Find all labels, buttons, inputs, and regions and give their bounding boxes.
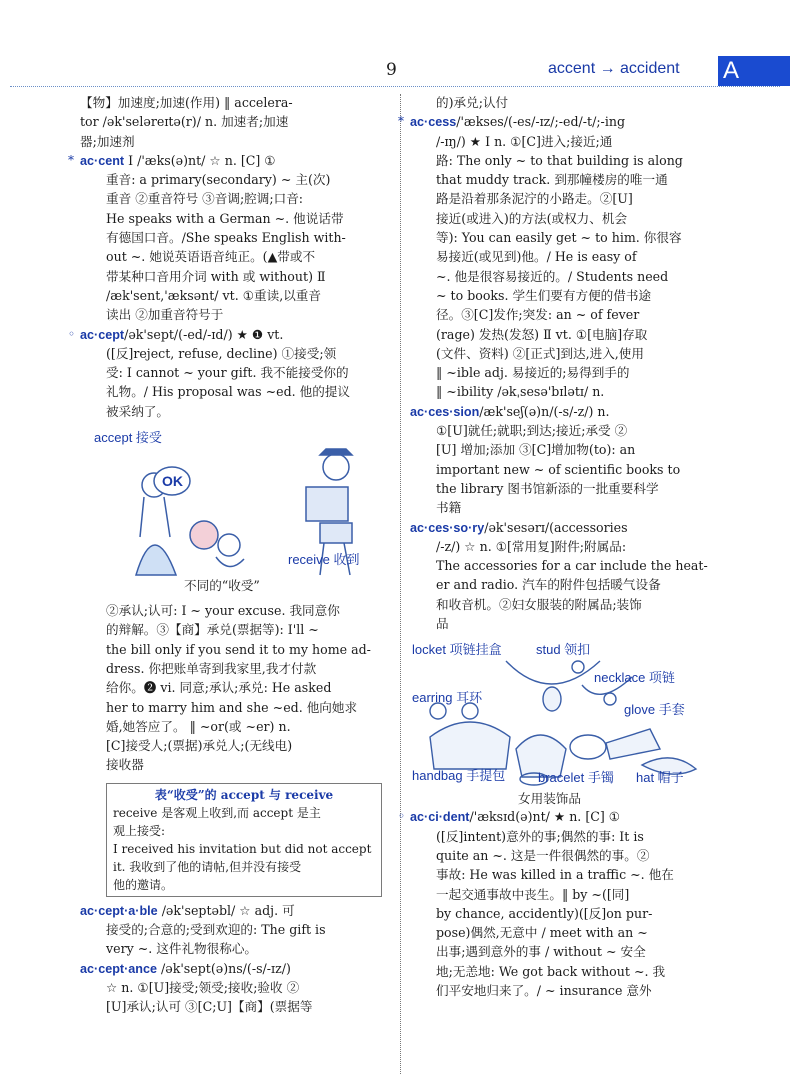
text-line: 重音 ②重音符号 ③音调;腔调;口音: xyxy=(106,191,304,207)
text-line: er and radio. 汽车的附件包括暖气设备 xyxy=(436,577,661,593)
text-line: He speaks with a German ~. 他说话带 xyxy=(106,210,344,226)
text-line: out ~. 她说英语语音纯正。(▲带或不 xyxy=(106,249,316,265)
text-line: [C]接受人;(票据)承兑人;(无线电) xyxy=(106,738,293,754)
text-line: (rage) 发热(发怒) Ⅱ vt. ①[电脑]存取 xyxy=(436,326,648,342)
text-line: the library 图书馆新添的一批重要科学 xyxy=(436,480,659,496)
text-line: 路: The only ~ to that building is along xyxy=(436,152,683,168)
caption: 女用装饰品 xyxy=(518,791,581,807)
text-line: [U] 增加;添加 ③[C]增加物(to): an xyxy=(436,442,636,458)
guide-words: accent → accident xyxy=(548,60,680,77)
text-line: 观上接受: xyxy=(113,823,166,838)
text-line: that muddy track. 到那幢楼房的唯一通 xyxy=(436,172,668,188)
entry-head: * ac·cess/'ækses/(-es/-ɪz/;-ed/-t/;-ing xyxy=(398,114,626,130)
headword: ac·cept xyxy=(80,327,125,342)
text-line: important new ~ of scientific books to xyxy=(436,461,681,477)
text-line: 有德国口音。/She speaks English with- xyxy=(106,230,346,246)
text-line: 接收器 xyxy=(106,757,144,773)
text-line: ①[U]就任;就职;到达;接近;承受 ② xyxy=(436,423,628,439)
text-line: 的辩解。③【商】承兑(票据等): I'll ~ xyxy=(106,622,319,638)
text-line: quite an ~. 这是一件很偶然的事。② xyxy=(436,847,650,863)
entry-acceptable xyxy=(80,901,390,959)
entry-head xyxy=(410,402,715,421)
text-line: ~. 他是很容易接近的。/ Students need xyxy=(436,268,669,284)
illustration-accept-receive xyxy=(84,425,384,601)
text-line: 路是沿着那条泥泞的小路走。②[U] xyxy=(436,191,633,207)
caption: 不同的“收受” xyxy=(184,578,260,594)
text-line: 接近(或进入)的方法(或权力、机会 xyxy=(436,210,628,226)
label-earring: earring 耳环 xyxy=(412,690,483,706)
headword: ac·ces·sion xyxy=(410,404,480,419)
usage-note-box xyxy=(106,783,382,897)
text-line: 们平安地归来了。/ ~ insurance 意外 xyxy=(436,982,652,998)
label-locket: locket 项链挂盒 xyxy=(412,642,502,658)
text-line: 一起交通事故中丧生。‖ by ~([同] xyxy=(436,886,630,902)
text-line: 事故: He was killed in a traffic ~. 他在 xyxy=(436,867,674,883)
text-line: /-ɪŋ/) ★ Ⅰ n. ①[C]进入;接近;通 xyxy=(436,133,613,149)
text-line: 读出 ②加重音符号于 xyxy=(106,307,224,323)
text-line: 给你。❷ vi. 同意;承认;承兑: He asked xyxy=(106,680,332,696)
text-line: 书籍 xyxy=(436,500,462,516)
entry-acceptance xyxy=(80,959,390,1017)
right-column xyxy=(398,93,715,1000)
speech-bubble: OK xyxy=(162,473,183,490)
headword: ac·cept·a·ble xyxy=(80,903,158,918)
text-line: 被采纳了。 xyxy=(106,403,169,419)
label-bracelet: bracelet 手镯 xyxy=(538,770,614,786)
label-receive: receive 收到 xyxy=(288,552,360,568)
text-line: 易接近(或见到)他。/ He is easy of xyxy=(436,249,637,265)
text-line: ([反]intent)意外的事;偶然的事: It is xyxy=(436,828,644,844)
text-line: 接受的;合意的;受到欢迎的: The gift is xyxy=(106,922,326,938)
text-line: 礼物。/ His proposal was ~ed. 他的提议 xyxy=(106,384,351,400)
headword: ac·cess xyxy=(410,115,457,130)
text-line: 出事;遇到意外的事 / without ~ 安全 xyxy=(436,944,646,960)
text-line: 受: I cannot ~ your gift. 我不能接受你的 xyxy=(106,365,349,381)
text-line: ②承认;认可: I ~ your excuse. 我同意你 xyxy=(106,603,340,619)
headword: ac·ci·dent xyxy=(410,810,470,825)
text-line: 带某种口音用介词 with 或 without) Ⅱ xyxy=(106,268,326,284)
entry-accent xyxy=(68,151,390,325)
entry-accept xyxy=(68,325,390,421)
entry-accident xyxy=(398,807,715,1000)
entry-accessory xyxy=(410,518,715,634)
header-rule xyxy=(10,86,780,87)
illustration-accessories xyxy=(410,637,706,807)
text-line: 地;无恙地: We got back without ~. 我 xyxy=(436,963,666,979)
entry-head: ◦ ac·cept/ək'sept/(-ed/-ɪd/) ★ ❶ vt. xyxy=(68,326,284,342)
left-column xyxy=(68,93,390,1017)
page-number: 9 xyxy=(386,60,397,80)
label-necklace: necklace 项链 xyxy=(594,670,675,686)
pronunciation: /ək'sept(ə)ns/(-s/-ɪz/) xyxy=(157,960,291,976)
text-line: pose)偶然,无意中 / meet with an ~ xyxy=(436,925,648,941)
headword: ac·ces·so·ry xyxy=(410,520,485,535)
text-line: ~ to books. 学生们要有方便的借书途 xyxy=(436,287,652,303)
text-line: dress. 你把账单寄到我家里,我才付款 xyxy=(106,660,317,676)
section-tab: A xyxy=(718,56,790,86)
usage-note-title: 表“收受”的 accept 与 receive xyxy=(154,787,334,802)
text-line: 婚,她答应了。 ‖ ~or(或 ~er) n. xyxy=(106,718,291,734)
text-line: by chance, accidently)([反]on pur- xyxy=(436,905,653,921)
text-line: [U]承认;认可 ③[C;U]【商】(票据等 xyxy=(106,999,313,1015)
text-line: 他的邀请。 xyxy=(113,877,174,892)
headword: ac·cept·ance xyxy=(80,961,157,976)
entry-accept-continued xyxy=(80,601,390,775)
column-divider xyxy=(400,94,401,1074)
text-line: 等): You can easily get ~ to him. 你很容 xyxy=(436,230,682,246)
text-line: (文件、资料) ②[正式]到达,进入,使用 xyxy=(436,345,644,361)
label-handbag: handbag 手提包 xyxy=(412,768,506,784)
pronunciation: Ⅰ /'æks(ə)nt/ ☆ n. [C] ① xyxy=(124,152,276,168)
entry-access xyxy=(398,112,715,401)
label-accept: accept 接受 xyxy=(94,430,162,446)
text-line: ‖ ~ible adj. 易接近的;易得到手的 xyxy=(436,365,630,381)
label-hat: hat 帽子 xyxy=(636,770,684,786)
pronunciation: /'æksɪd(ə)nt/ ★ n. [C] ① xyxy=(469,809,621,825)
text-line: receive 是客观上收到,而 accept 是主 xyxy=(113,805,321,820)
text-line: The accessories for a car include the heat- xyxy=(436,558,708,574)
continued-entry xyxy=(80,93,390,151)
text-line: I received his invitation but did not accept xyxy=(113,841,372,856)
entry-head: ◦ ac·ci·dent/'æksɪd(ə)nt/ ★ n. [C] ① xyxy=(398,809,621,825)
text-line: it. 我收到了他的请帖,但并没有接受 xyxy=(113,859,302,874)
pronunciation: /ək'septəbl/ ☆ adj. 可 xyxy=(157,902,295,918)
entry-accession xyxy=(410,402,715,518)
text-line: 的)承兑;认付 xyxy=(436,95,509,110)
text-line: 品 xyxy=(436,616,449,632)
text-line: ☆ n. ①[U]接受;领受;接收;验收 ② xyxy=(106,979,300,995)
text-line: /-z/) ☆ n. ①[常用复]附件;附属品: xyxy=(436,538,627,554)
text-line: ‖ ~ibility /əkˌsesə'bɪlətɪ/ n. xyxy=(436,384,605,400)
text-line: the bill only if you send it to my home ad- xyxy=(106,641,371,657)
text-line: her to marry him and she ~ed. 他向她求 xyxy=(106,699,358,715)
text-line: 器;加速剂 xyxy=(80,133,135,149)
text-line: 【物】加速度;加速(作用) ‖ accelera- xyxy=(80,95,293,110)
pronunciation: /'ækses/(-es/-ɪz/;-ed/-t/;-ing xyxy=(456,114,626,130)
pronunciation: /æk'seʃ(ə)n/(-s/-z/) n. xyxy=(479,403,610,419)
text-line: /æk'sent,'æksənt/ vt. ①重读,以重音 xyxy=(106,287,321,303)
entry-head xyxy=(410,518,715,537)
text-line: ([反]reject, refuse, decline) ①接受;领 xyxy=(106,345,337,361)
text-line: 和收音机。②妇女服装的附属品;装饰 xyxy=(436,596,642,612)
entry-head xyxy=(80,901,390,920)
text-line: tor /ək'seləreɪtə(r)/ n. 加速者;加速 xyxy=(80,114,289,130)
text-line: 重音: a primary(secondary) ~ 主(次) xyxy=(106,172,331,188)
headword: ac·cent xyxy=(80,153,125,168)
label-glove: glove 手套 xyxy=(624,702,685,718)
pronunciation: /ək'sesərɪ/(accessories xyxy=(484,519,628,535)
entry-head: * ac·cent Ⅰ /'æks(ə)nt/ ☆ n. [C] ① xyxy=(68,152,276,168)
text-line: 径。③[C]发作;突发: an ~ of fever xyxy=(436,307,640,323)
label-stud: stud 领扣 xyxy=(536,642,591,658)
text-line: very ~. 这件礼物很称心。 xyxy=(106,941,258,957)
pronunciation: /ək'sept/(-ed/-ɪd/) ★ ❶ vt. xyxy=(124,326,284,342)
entry-head xyxy=(80,959,390,978)
